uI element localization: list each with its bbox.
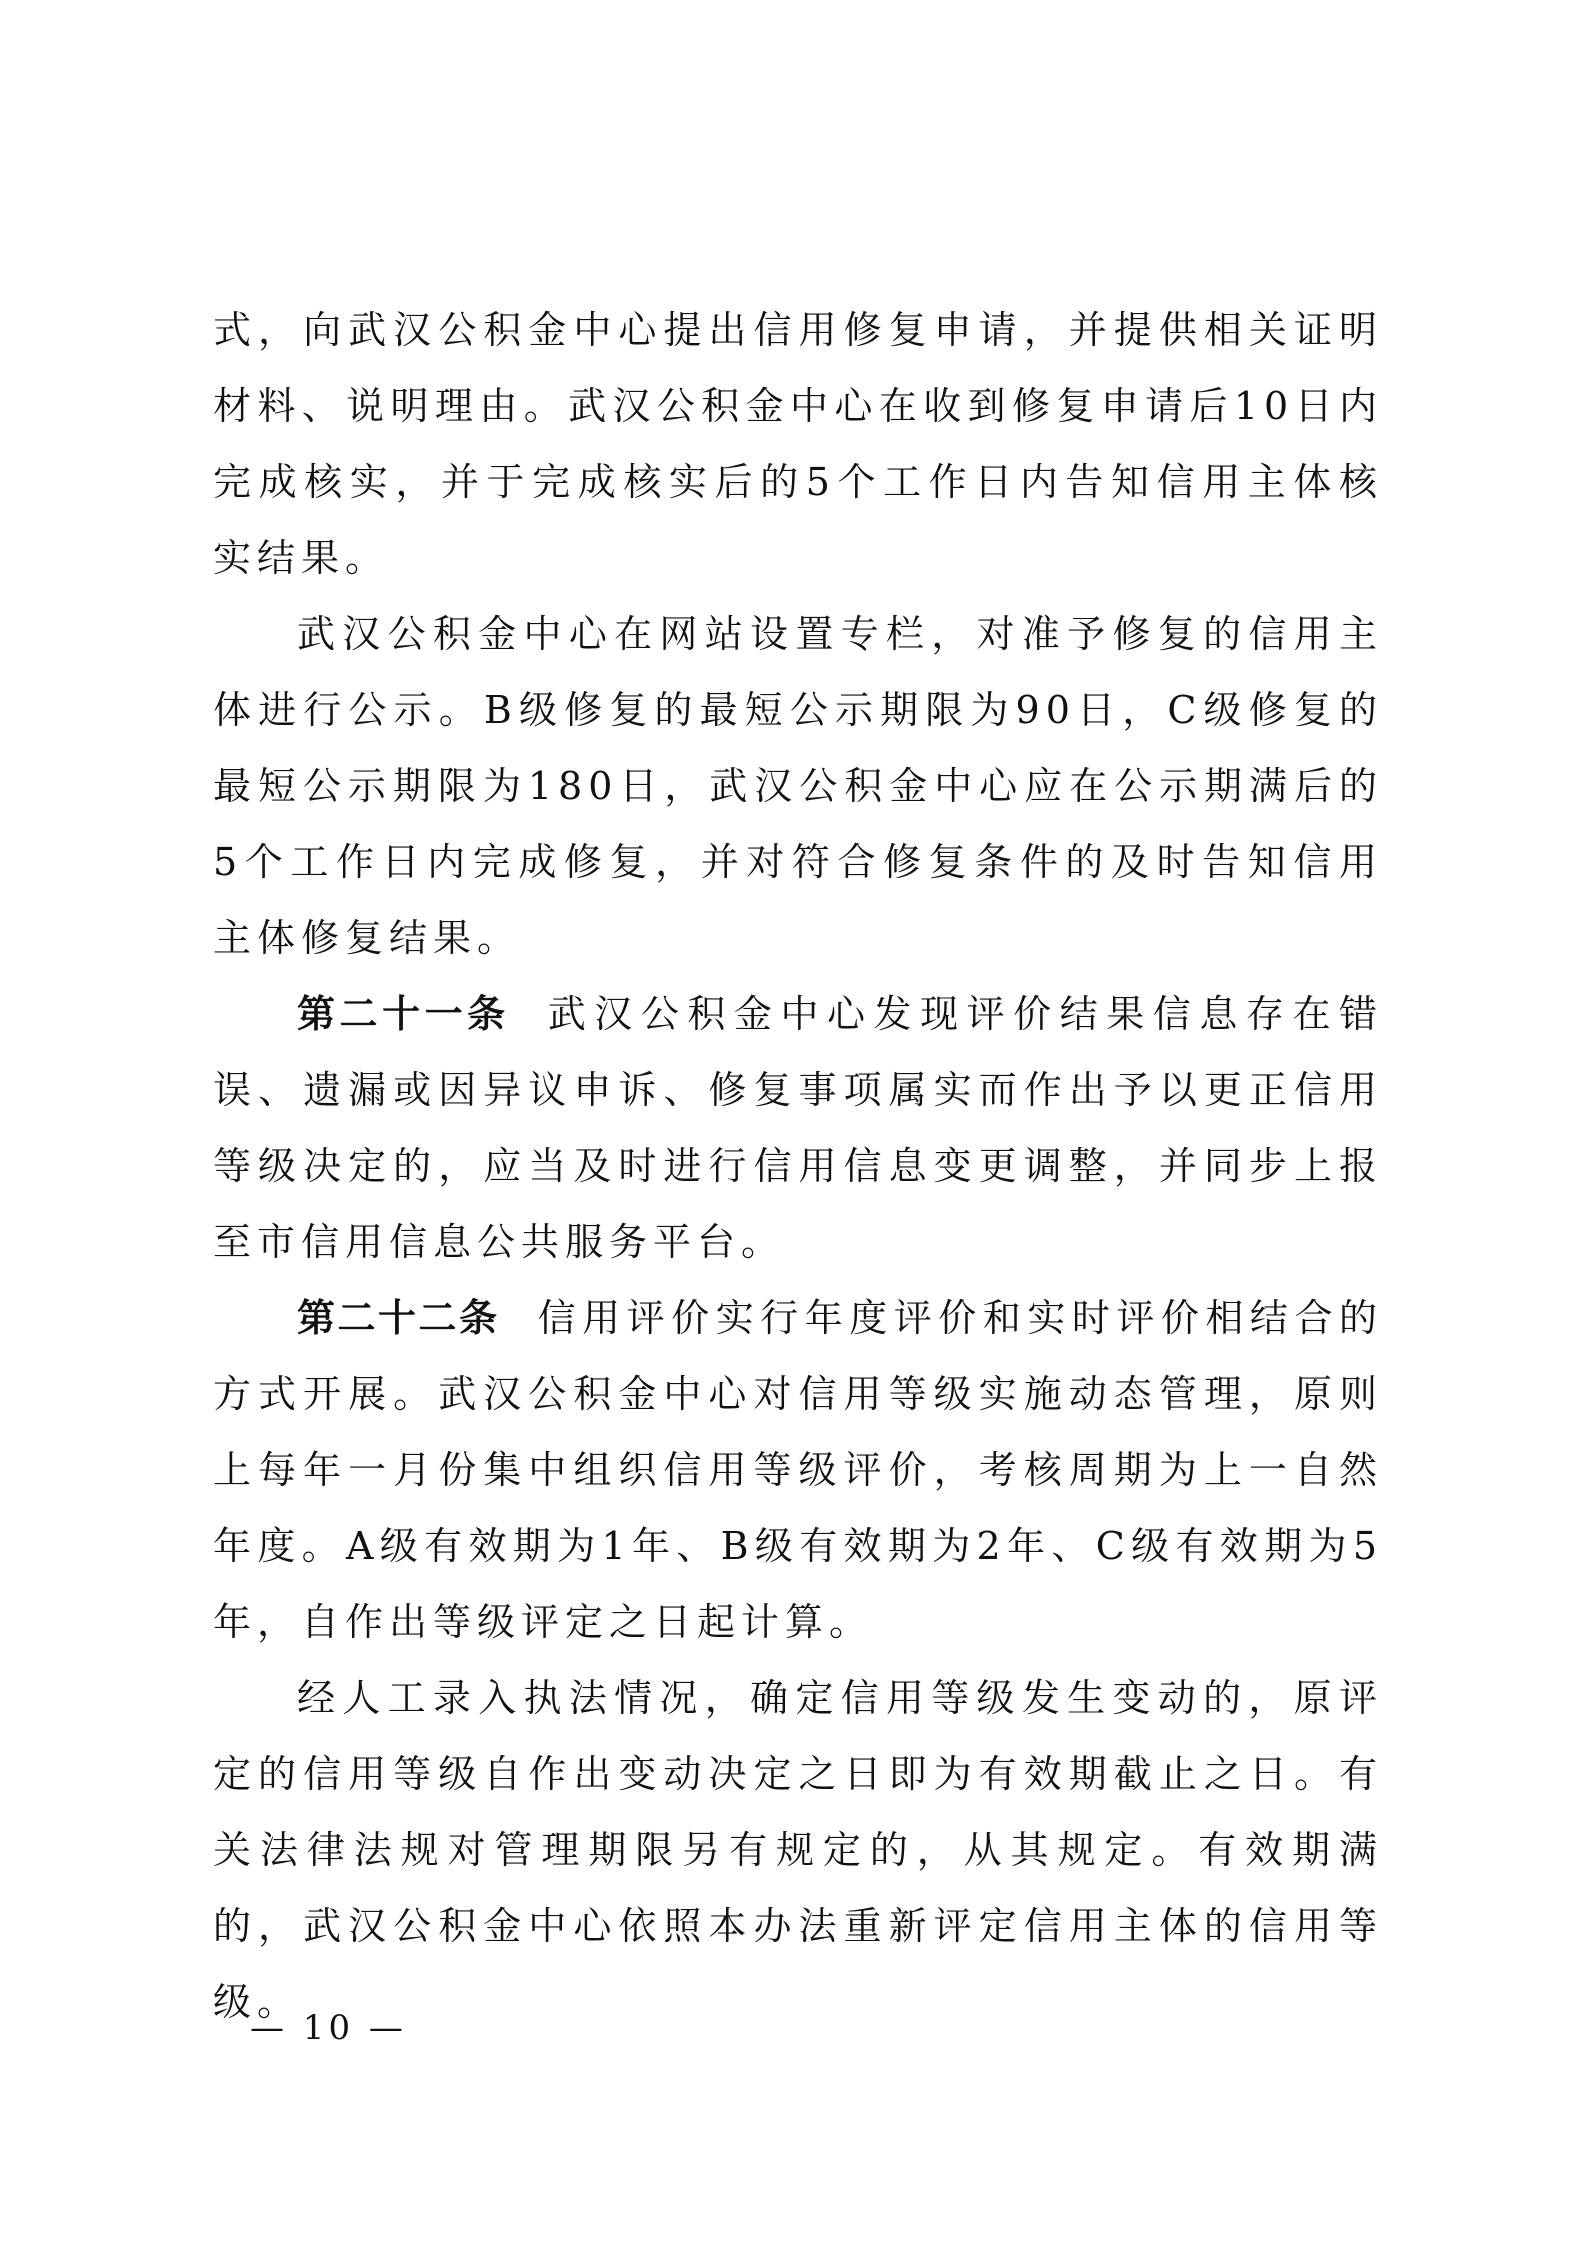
document-body <box>213 292 1383 2040</box>
page-number: — 10 — <box>250 2008 407 2048</box>
paragraph-text: 信用评价实行年度评价和实时评价相结合的方式开展。武汉公积金中心对信用等级实施动态管理，原则上每年一月份集中组织信用等级评价，考核周期为上一自然年度。A级有效期为1年、B级有效期为2年、C级有效期为5年，自作出等级评定之日起计算。 <box>213 1296 1383 1644</box>
article-21 <box>213 976 1383 1280</box>
paragraph-continuation <box>213 292 1383 596</box>
paragraph-text: 经人工录入执法情况，确定信用等级发生变动的，原评定的信用等级自作出变动决定之日即为有效期截止之日。有关法律法规对管理期限另有规定的，从其规定。有效期满的，武汉公积金中心依照本办法重新评定信用主体的信用等级。 <box>213 1676 1383 2024</box>
paragraph-public-notice <box>213 596 1383 976</box>
article-heading: 第二十一条 <box>297 992 510 1036</box>
paragraph-text: 武汉公积金中心发现评价结果信息存在错误、遗漏或因异议申诉、修复事项属实而作出予以更正信用等级决定的，应当及时进行信用信息变更调整，并同步上报至市信用信息公共服务平台。 <box>213 992 1383 1264</box>
paragraph-text: 武汉公积金中心在网站设置专栏，对准予修复的信用主体进行公示。B级修复的最短公示期限为90日，C级修复的最短公示期限为180日，武汉公积金中心应在公示期满后的5个工作日内完成修复，并对符合修复条件的及时告知信用主体修复结果。 <box>213 612 1383 960</box>
paragraph-text: 式，向武汉公积金中心提出信用修复申请，并提供相关证明材料、说明理由。武汉公积金中心在收到修复申请后10日内完成核实，并于完成核实后的5个工作日内告知信用主体核实结果。 <box>213 308 1383 580</box>
article-heading: 第二十二条 <box>297 1296 500 1340</box>
article-22 <box>213 1280 1383 1660</box>
paragraph-validity <box>213 1660 1383 2040</box>
